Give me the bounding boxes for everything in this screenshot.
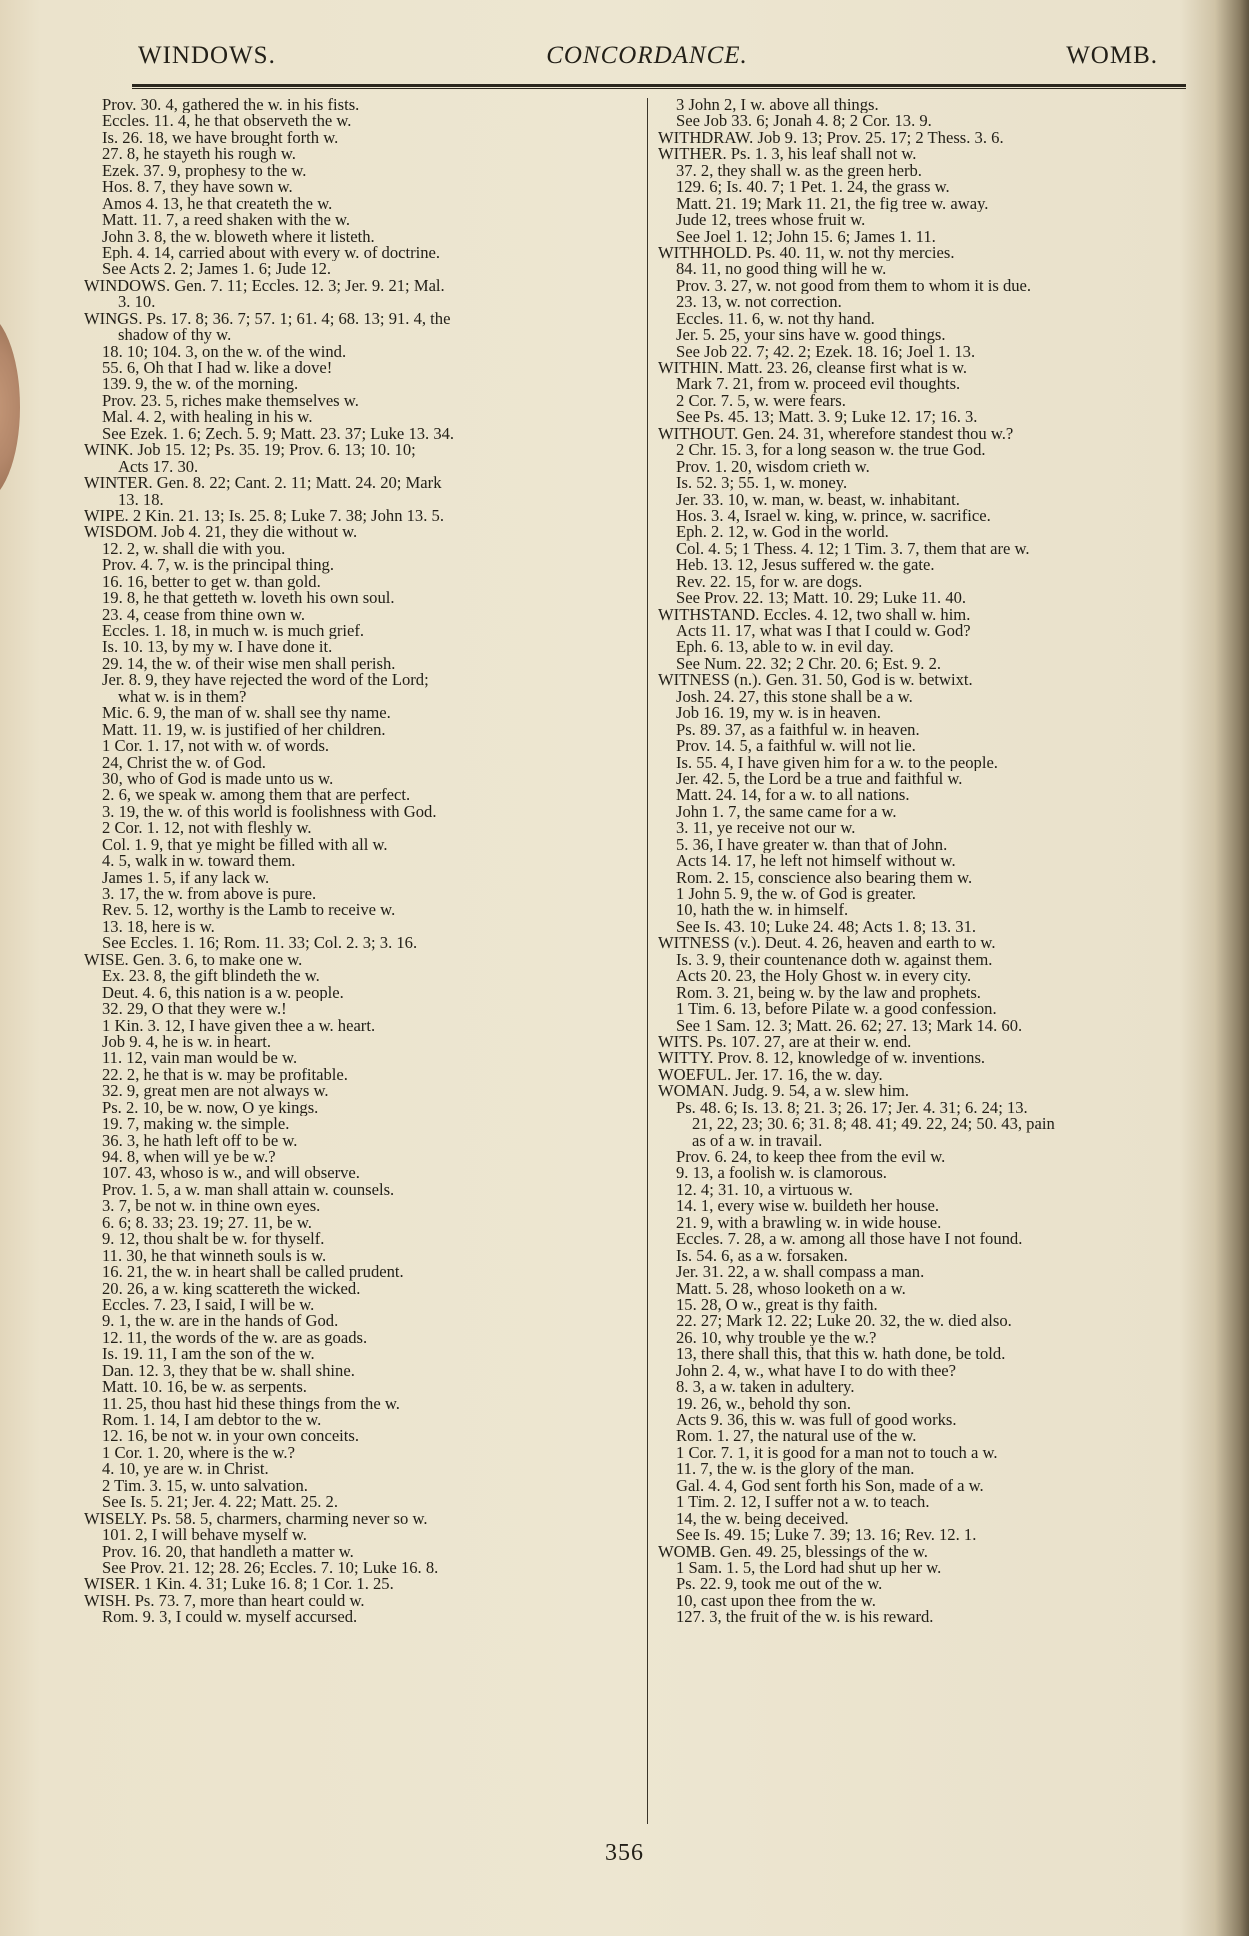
reference-line: 2. 6, we speak w. among them that are perfect. [102,787,411,804]
headword-entry: WOMB. Gen. 49. 25, blessings of the w. [658,1543,928,1560]
reference-line: 3 John 2, I w. above all things. [676,97,879,114]
reference-line: Prov. 1. 5, a w. man shall attain w. counsels. [102,1181,395,1199]
reference-line: 11. 7, the w. is the glory of the man. [676,1461,915,1478]
reference-line: 8. 3, a w. taken in adultery. [676,1379,855,1396]
reference-line: Ex. 23. 8, the gift blindeth the w. [102,968,320,985]
reference-line: 9. 12, thou shalt be w. for thyself. [102,1231,325,1248]
reference-line: Rom. 9. 3, I could w. myself accursed. [102,1609,358,1626]
reference-line: 1 Kin. 3. 12, I have given thee a w. heart. [102,1017,376,1034]
reference-line: 84. 11, no good thing will he w. [676,261,887,278]
reference-line: 3. 17, the w. from above is pure. [102,886,317,903]
reference-line: James 1. 5, if any lack w. [102,869,270,886]
headword-entry: WITNESS (n.). Gen. 31. 50, God is w. betwixt. [658,672,973,689]
reference-line: 30, who of God is made unto us w. [102,770,334,788]
reference-line: 19. 26, w., behold thy son. [676,1395,851,1412]
reference-line: 1 Cor. 7. 1, it is good for a man not to touch a w. [676,1444,998,1462]
reference-line: 37. 2, they shall w. as the green herb. [676,162,922,180]
reference-line: Prov. 23. 5, riches make themselves w. [102,392,359,410]
header-rule-thin [132,88,1186,89]
reference-line: 1 Sam. 1. 5, the Lord had shut up her w. [676,1559,942,1577]
reference-line: Eph. 4. 14, carried about with every w. of doctrine. [102,244,441,262]
reference-line: Is. 55. 4, I have given him for a w. to the people. [676,754,998,771]
reference-line: Mic. 6. 9, the man of w. shall see thy name. [102,705,391,722]
reference-line: 12. 4; 31. 10, a virtuous w. [676,1181,853,1199]
reference-line: John 1. 7, the same came for a w. [676,803,897,821]
reference-line: 12. 16, be not w. in your own conceits. [102,1428,360,1445]
reference-line: Rom. 1. 27, the natural use of the w. [676,1428,917,1445]
reference-line: Jer. 33. 10, w. man, w. beast, w. inhabitant. [676,491,960,508]
entry-continuation: as of a w. in travail. [692,1132,823,1149]
reference-line: Ps. 22. 9, took me out of the w. [676,1576,883,1593]
reference-line: 3. 11, ye receive not our w. [676,820,856,837]
reference-line: 13, there shall this, that this w. hath done, be told. [676,1346,1006,1363]
headword-entry: WISDOM. Job 4. 21, they die without w. [84,524,358,541]
reference-line: Rom. 3. 21, being w. by the law and prophets. [676,984,981,1002]
page-number: 356 [605,1840,644,1866]
headword-entry: WITHSTAND. Eccles. 4. 12, two shall w. him. [658,606,971,623]
headword-entry: WITHER. Ps. 1. 3, his leaf shall not w. [658,146,917,163]
reference-line: 2 Cor. 1. 12, not with fleshly w. [102,820,312,837]
reference-line: 2 Cor. 7. 5, w. were fears. [676,392,846,410]
header-right-guideword: WOMB. [1066,42,1158,69]
reference-line: Prov. 14. 5, a faithful w. will not lie. [676,738,916,755]
reference-line: 21. 9, with a brawling w. in wide house. [676,1214,942,1232]
reference-line: 10, hath the w. in himself. [676,902,849,919]
reference-line: 9. 1, the w. are in the hands of God. [102,1313,339,1330]
headword-entry: WISER. 1 Kin. 4. 31; Luke 16. 8; 1 Cor. 1. 25. [84,1576,394,1593]
reference-line: See Is. 49. 15; Luke 7. 39; 13. 16; Rev. 12. 1. [676,1527,977,1544]
reference-line: 19. 7, making w. the simple. [102,1116,290,1133]
reference-line: 15. 28, O w., great is thy faith. [676,1296,878,1314]
reference-line: See Num. 22. 32; 2 Chr. 20. 6; Est. 9. 2. [676,655,942,673]
reference-line: Prov. 6. 24, to keep thee from the evil w. [676,1149,946,1166]
reference-line: Ps. 89. 37, as a faithful w. in heaven. [676,721,920,739]
headword-entry: WITHOUT. Gen. 24. 31, wherefore standest thou w.? [658,425,1014,443]
headword-entry: WITS. Ps. 107. 27, are at their w. end. [658,1033,912,1051]
reference-line: See 1 Sam. 12. 3; Matt. 26. 62; 27. 13; Mark 14. 60. [676,1017,1023,1034]
reference-line: Jer. 5. 25, your sins have w. good things. [676,327,946,344]
reference-line: Eccles. 7. 28, a w. among all those have I not found. [676,1231,1023,1248]
reference-line: Is. 10. 13, by my w. I have done it. [102,639,333,656]
entry-continuation: Acts 17. 30. [118,458,199,476]
reference-line: Rom. 1. 14, I am debtor to the w. [102,1412,322,1429]
reference-line: Prov. 16. 20, that handleth a matter w. [102,1543,354,1560]
reference-line: 4. 5, walk in w. toward them. [102,853,296,870]
reference-line: 32. 9, great men are not always w. [102,1083,329,1100]
reference-line: Mal. 4. 2, with healing in his w. [102,409,313,426]
reference-line: Acts 14. 17, he left not himself without w. [676,853,956,870]
reference-line: 18. 10; 104. 3, on the w. of the wind. [102,343,347,360]
headword-entry: WINK. Job 15. 12; Ps. 35. 19; Prov. 6. 13; 10. 10; [84,442,416,459]
headword-entry: WITHHOLD. Ps. 40. 11, w. not thy mercies. [658,244,955,262]
reference-line: See Prov. 21. 12; 28. 26; Eccles. 7. 10; Luke 16. 8. [102,1559,439,1577]
headword-entry: WITHDRAW. Job 9. 13; Prov. 25. 17; 2 Thess. 3. 6. [658,129,1004,147]
reference-line: Eccles. 11. 6, w. not thy hand. [676,310,875,328]
reference-line: 22. 2, he that is w. may be profitable. [102,1066,348,1084]
reference-line: Is. 52. 3; 55. 1, w. money. [676,475,848,492]
reference-line: Eph. 2. 12, w. God in the world. [676,524,889,541]
reference-line: 20. 26, a w. king scattereth the wicked. [102,1280,361,1297]
headword-entry: WISE. Gen. 3. 6, to make one w. [84,951,303,969]
page-edge-stain [0,312,20,502]
reference-line: See Is. 43. 10; Luke 24. 48; Acts 1. 8; 13. 31. [676,918,977,936]
reference-line: John 2. 4, w., what have I to do with thee? [676,1362,957,1380]
reference-line: Matt. 10. 16, be w. as serpents. [102,1379,307,1396]
reference-line: Prov. 3. 27, w. not good from them to whom it is due. [676,277,1032,295]
reference-line: Jer. 8. 9, they have rejected the word of the Lord; [102,672,429,689]
reference-line: 1 Cor. 1. 20, where is the w.? [102,1444,295,1462]
reference-line: 107. 43, whoso is w., and will observe. [102,1165,360,1182]
entry-continuation: 13. 18. [118,491,164,508]
reference-line: John 3. 8, the w. bloweth where it listeth. [102,228,375,245]
reference-line: 10, cast upon thee from the w. [676,1592,876,1610]
reference-line: Is. 26. 18, we have brought forth w. [102,129,339,147]
reference-line: See Job 22. 7; 42. 2; Ezek. 18. 16; Joel 1. 13. [676,343,976,360]
reference-line: 14, the w. being deceived. [676,1510,849,1528]
reference-line: Acts 11. 17, what was I that I could w. God? [676,623,971,640]
reference-line: Jude 12, trees whose fruit w. [676,212,866,229]
reference-line: Hos. 8. 7, they have sown w. [102,179,293,196]
headword-entry: WINGS. Ps. 17. 8; 36. 7; 57. 1; 61. 4; 68. 13; 91. 4, the [84,310,451,328]
reference-line: 32. 29, O that they were w.! [102,1001,287,1018]
reference-line: 11. 12, vain man would be w. [102,1050,298,1067]
headword-entry: WIPE. 2 Kin. 21. 13; Is. 25. 8; Luke 7. 38; John 13. 5. [84,507,444,525]
reference-line: Ps. 2. 10, be w. now, O ye kings. [102,1099,319,1117]
reference-line: Rev. 22. 15, for w. are dogs. [676,573,863,591]
reference-line: 14. 1, every wise w. buildeth her house. [676,1198,939,1215]
reference-line: 24, Christ the w. of God. [102,754,266,771]
reference-line: 11. 30, he that winneth souls is w. [102,1247,327,1265]
reference-line: 13. 18, here is w. [102,918,215,936]
reference-line: 11. 25, thou hast hid these things from the w. [102,1395,400,1412]
reference-line: Acts 20. 23, the Holy Ghost w. in every city. [676,968,972,985]
reference-line: Matt. 21. 19; Mark 11. 21, the fig tree w. away. [676,195,989,213]
reference-line: Matt. 11. 19, w. is justified of her children. [102,721,386,739]
reference-line: Jer. 31. 22, a w. shall compass a man. [676,1264,925,1281]
entry-continuation: what w. is in them? [118,688,247,706]
reference-line: 101. 2, I will behave myself w. [102,1527,307,1544]
reference-line: Col. 1. 9, that ye might be filled with all w. [102,836,388,854]
reference-line: Col. 4. 5; 1 Thess. 4. 12; 1 Tim. 3. 7, them that are w. [676,540,1030,558]
reference-line: Eccles. 1. 18, in much w. is much grief. [102,623,365,640]
entry-continuation: 3. 10. [118,294,156,311]
reference-line: Eph. 6. 13, able to w. in evil day. [676,639,894,656]
entry-continuation: 21, 22, 23; 30. 6; 31. 8; 48. 41; 49. 22, 24; 50. 43, pain [692,1116,1055,1133]
reference-line: Hos. 3. 4, Israel w. king, w. prince, w. sacrifice. [676,507,991,525]
headword-entry: WITNESS (v.). Deut. 4. 26, heaven and earth to w. [658,935,996,952]
right-column [658,97,1196,1626]
reference-line: 3. 7, be not w. in thine own eyes. [102,1198,321,1215]
reference-line: 94. 8, when will ye be w.? [102,1149,276,1166]
reference-line: Rom. 2. 15, conscience also bearing them w. [676,869,973,886]
reference-line: Mark 7. 21, from w. proceed evil thoughts. [676,376,961,393]
reference-line: Josh. 24. 27, this stone shall be a w. [676,688,913,706]
reference-line: 23. 13, w. not correction. [676,294,842,311]
reference-line: 6. 6; 8. 33; 23. 19; 27. 11, be w. [102,1214,312,1232]
reference-line: Matt. 24. 14, for a w. to all nations. [676,787,910,804]
reference-line: 139. 9, the w. of the morning. [102,376,299,393]
reference-line: 3. 19, the w. of this world is foolishness with God. [102,803,437,821]
reference-line: See Ps. 45. 13; Matt. 3. 9; Luke 12. 17; 16. 3. [676,409,978,426]
reference-line: 1 Tim. 6. 13, before Pilate w. a good confession. [676,1001,997,1018]
reference-line: Matt. 5. 28, whoso looketh on a w. [676,1280,906,1297]
header-rule [132,84,1186,87]
headword-entry: WITHIN. Matt. 23. 26, cleanse first what is w. [658,360,968,377]
reference-line: Is. 19. 11, I am the son of the w. [102,1346,315,1363]
left-column [84,97,640,1626]
reference-line: Is. 54. 6, as a w. forsaken. [676,1247,848,1265]
reference-line: See Is. 5. 21; Jer. 4. 22; Matt. 25. 2. [102,1494,338,1511]
header-title: CONCORDANCE. [546,42,748,69]
headword-entry: WITTY. Prov. 8. 12, knowledge of w. inventions. [658,1050,986,1067]
reference-line: 29. 14, the w. of their wise men shall perish. [102,655,396,673]
reference-line: 2 Tim. 3. 15, w. unto salvation. [102,1477,308,1495]
reference-line: See Prov. 22. 13; Matt. 10. 29; Luke 11. 40. [676,590,967,607]
reference-line: Acts 9. 36, this w. was full of good works. [676,1412,957,1429]
reference-line: Jer. 42. 5, the Lord be a true and faithful w. [676,770,963,788]
reference-line: Rev. 5. 12, worthy is the Lamb to receive w. [102,902,396,919]
reference-line: Gal. 4. 4, God sent forth his Son, made of a w. [676,1477,984,1495]
headword-entry: WINDOWS. Gen. 7. 11; Eccles. 12. 3; Jer. 9. 21; Mal. [84,277,445,295]
reference-line: Prov. 1. 20, wisdom crieth w. [676,458,870,476]
reference-line: Is. 3. 9, their countenance doth w. against them. [676,951,993,969]
reference-line: Matt. 11. 7, a reed shaken with the w. [102,212,351,229]
reference-line: 5. 36, I have greater w. than that of John. [676,836,948,854]
reference-line: 16. 21, the w. in heart shall be called prudent. [102,1264,404,1281]
column-divider [647,98,648,1824]
reference-line: 26. 10, why trouble ye the w.? [676,1329,877,1347]
headword-entry: WOMAN. Judg. 9. 54, a w. slew him. [658,1083,910,1100]
reference-line: Job 16. 19, my w. is in heaven. [676,705,881,722]
reference-line: 129. 6; Is. 40. 7; 1 Pet. 1. 24, the grass w. [676,179,950,196]
reference-line: 1 Tim. 2. 12, I suffer not a w. to teach. [676,1494,930,1511]
reference-line: See Joel 1. 12; John 15. 6; James 1. 11. [676,228,936,245]
headword-entry: WOEFUL. Jer. 17. 16, the w. day. [658,1066,883,1084]
reference-line: 23. 4, cease from thine own w. [102,606,306,623]
reference-line: 4. 10, ye are w. in Christ. [102,1461,269,1478]
reference-line: See Eccles. 1. 16; Rom. 11. 33; Col. 2. 3; 3. 16. [102,935,418,952]
reference-line: See Ezek. 1. 6; Zech. 5. 9; Matt. 23. 37; Luke 13. 34. [102,425,455,443]
reference-line: 19. 8, he that getteth w. loveth his own soul. [102,590,395,607]
reference-line: 1 John 5. 9, the w. of God is greater. [676,886,916,903]
reference-line: See Job 33. 6; Jonah 4. 8; 2 Cor. 13. 9. [676,113,932,130]
reference-line: Ps. 48. 6; Is. 13. 8; 21. 3; 26. 17; Jer. 4. 31; 6. 24; 13. [676,1099,1028,1117]
reference-line: 9. 13, a foolish w. is clamorous. [676,1165,887,1182]
reference-line: 2 Chr. 15. 3, for a long season w. the true God. [676,442,986,459]
reference-line: 16. 16, better to get w. than gold. [102,573,321,591]
header-left-guideword: WINDOWS. [138,42,276,69]
reference-line: Deut. 4. 6, this nation is a w. people. [102,984,344,1002]
reference-line: Heb. 13. 12, Jesus suffered w. the gate. [676,557,935,574]
reference-line: Prov. 4. 7, w. is the principal thing. [102,557,334,574]
running-header [132,42,1162,76]
headword-entry: WISH. Ps. 73. 7, more than heart could w. [84,1592,365,1610]
entry-continuation: shadow of thy w. [118,327,232,344]
reference-line: Eccles. 7. 23, I said, I will be w. [102,1296,315,1314]
reference-line: 22. 27; Mark 12. 22; Luke 20. 32, the w. died also. [676,1313,1012,1330]
headword-entry: WINTER. Gen. 8. 22; Cant. 2. 11; Matt. 24. 20; Mark [84,475,442,492]
reference-line: 12. 11, the words of the w. are as goads. [102,1329,368,1347]
reference-line: Prov. 30. 4, gathered the w. in his fists. [102,97,360,114]
reference-line: 127. 3, the fruit of the w. is his reward. [676,1609,934,1626]
headword-entry: WISELY. Ps. 58. 5, charmers, charming never so w. [84,1510,428,1528]
reference-line: Job 9. 4, he is w. in heart. [102,1033,271,1051]
reference-line: 55. 6, Oh that I had w. like a dove! [102,360,333,377]
reference-line: 12. 2, w. shall die with you. [102,540,286,558]
reference-line: 1 Cor. 1. 17, not with w. of words. [102,738,330,755]
reference-line: See Acts 2. 2; James 1. 6; Jude 12. [102,261,332,278]
reference-line: 36. 3, he hath left off to be w. [102,1132,298,1149]
reference-line: Amos 4. 13, he that createth the w. [102,195,333,213]
reference-line: Eccles. 11. 4, he that observeth the w. [102,113,352,130]
reference-line: Dan. 12. 3, they that be w. shall shine. [102,1362,355,1380]
reference-line: Ezek. 37. 9, prophesy to the w. [102,162,307,180]
reference-line: 27. 8, he stayeth his rough w. [102,146,296,163]
